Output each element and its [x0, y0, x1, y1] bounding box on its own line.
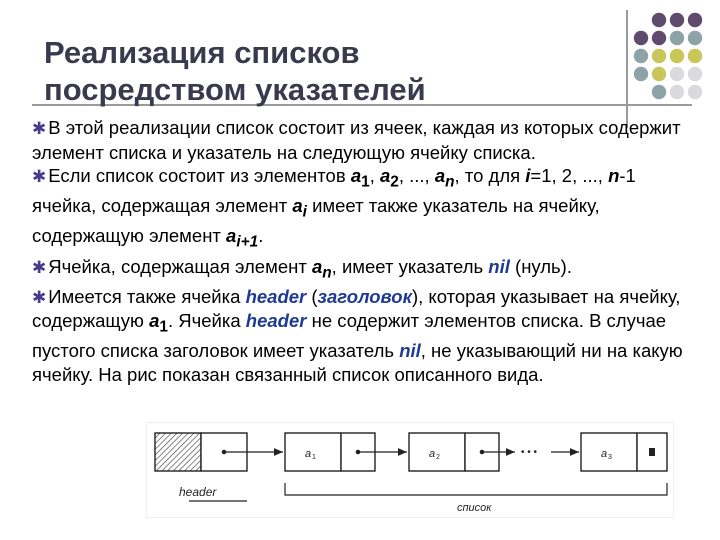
- p3-nil: nil: [488, 255, 510, 277]
- p4-text: (: [306, 285, 318, 307]
- p2-text: Если список состоит из элементов: [48, 165, 351, 186]
- p4-text: ), которая указывает на ячейку, содержащую: [32, 285, 681, 332]
- p2-ai: a: [292, 195, 303, 217]
- slide-title: [44, 34, 604, 108]
- p2-n: n: [608, 165, 620, 186]
- p2-text: =1, 2, ...,: [530, 165, 609, 186]
- p2-text: -1 ячейка, содержащая элемент: [32, 165, 636, 217]
- decorative-dot: [688, 67, 702, 81]
- decorative-dot: [688, 31, 702, 45]
- asterisk-icon: ✱: [32, 287, 47, 307]
- decorative-dot: [670, 67, 684, 81]
- p4-nil: nil: [399, 340, 421, 362]
- asterisk-icon: ✱: [32, 119, 47, 138]
- decorative-dot: [634, 31, 648, 45]
- paragraph-1: [32, 116, 700, 164]
- decorative-dot: [652, 85, 666, 99]
- p2-text: имеет также указатель на ячейку, содержащую элемент: [32, 195, 600, 247]
- title-line-2: посредством указателей: [44, 72, 426, 107]
- paragraph-4: [32, 285, 700, 387]
- paragraph-2: [32, 164, 700, 255]
- p2-a2-sub: 2: [390, 173, 399, 191]
- list-cell-last: [581, 433, 667, 471]
- p2-text: .: [258, 225, 264, 247]
- decorative-dot: [670, 49, 684, 63]
- cell-a1-sub: 1: [312, 454, 316, 461]
- p2-text: , то для: [454, 165, 526, 186]
- cell-a1-label: a: [305, 448, 312, 460]
- decorative-dot: [688, 49, 702, 63]
- paragraph-3: [32, 255, 700, 285]
- linked-list-figure: [146, 422, 674, 518]
- asterisk-icon: ✱: [32, 257, 47, 277]
- p4-zag: заголовок: [317, 285, 412, 307]
- p4-text: Имеется также ячейка: [48, 285, 246, 307]
- list-label: список: [457, 502, 492, 514]
- p2-text: ,: [369, 165, 380, 186]
- cell-a3-sub: 3: [608, 454, 612, 461]
- decorative-dot: [670, 31, 684, 45]
- p2-ai1: a: [226, 225, 237, 247]
- p4-header2: header: [245, 310, 307, 332]
- decorative-dot: [652, 67, 666, 81]
- ellipsis-dots: • • •: [521, 447, 538, 458]
- cell-a2-label: a: [429, 448, 436, 460]
- p2-a1-sub: 1: [361, 173, 370, 191]
- decorative-dot: [688, 85, 702, 99]
- p2-ai1-sub: i+1: [236, 234, 259, 252]
- cell-a3-label: a: [601, 448, 608, 460]
- p2-an: a: [434, 165, 446, 186]
- title-vertical-rule: [626, 10, 628, 128]
- p3-an-sub: n: [322, 264, 332, 282]
- header-label: header: [179, 485, 217, 499]
- p2-i: i: [525, 165, 531, 186]
- p3-text: (нуль).: [509, 255, 572, 277]
- nil-marker: [649, 448, 655, 456]
- decorative-dot: [670, 13, 684, 27]
- p4-a1: a: [149, 310, 160, 332]
- p3-text: Ячейка, содержащая элемент: [48, 255, 312, 277]
- slide-body: [32, 116, 700, 386]
- title-line-1: Реализация списков: [44, 35, 360, 70]
- cell-a2-sub: 2: [436, 454, 440, 461]
- decorative-dot: [688, 13, 702, 27]
- linked-list-diagram: [147, 423, 673, 517]
- p3-text: , имеет указатель: [331, 255, 489, 277]
- decorative-dot: [652, 49, 666, 63]
- decorative-dot: [634, 49, 648, 63]
- p3-an: a: [311, 255, 323, 277]
- p4-header: header: [245, 285, 307, 307]
- paragraph-1-text: В этой реализации список состоит из ячеек, каждая из которых содержит элемент списка и указатель на следующую ячейку списка.: [32, 117, 681, 163]
- p2-a2: a: [379, 165, 391, 186]
- decorative-dot: [652, 31, 666, 45]
- p4-a1-sub: 1: [159, 318, 168, 336]
- p4-text: не содержит элементов списка. В случае пустого списка заголовок имеет указатель: [32, 310, 667, 362]
- p2-a1: a: [350, 165, 362, 186]
- p2-text: , ...,: [398, 165, 435, 186]
- p2-ai-sub: i: [302, 203, 307, 221]
- asterisk-icon: ✱: [32, 167, 47, 186]
- p2-an-sub: n: [445, 173, 455, 191]
- decorative-dot: [634, 67, 648, 81]
- decorative-dot: [652, 13, 666, 27]
- list-bracket: [285, 483, 667, 495]
- p4-text: , не указывающий ни на какую ячейку. На рис показан связанный список описанного вида.: [32, 340, 683, 385]
- p4-text: . Ячейка: [167, 310, 246, 332]
- decorative-dot: [670, 85, 684, 99]
